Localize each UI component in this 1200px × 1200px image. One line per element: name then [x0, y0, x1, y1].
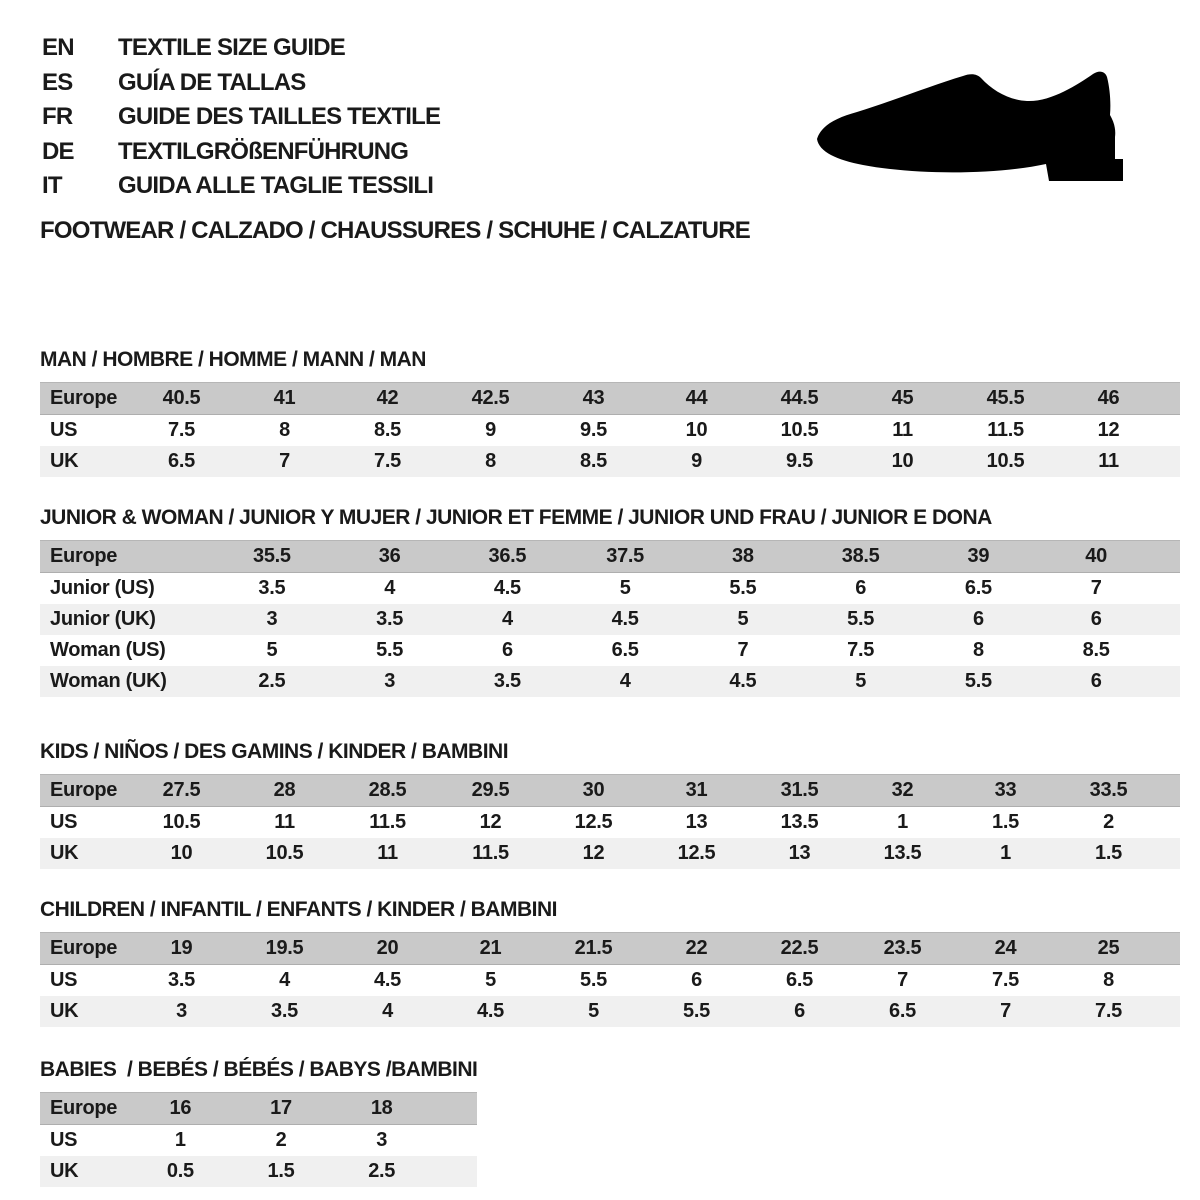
size-header-row [40, 1093, 477, 1125]
size-cell: 11 [336, 838, 439, 869]
guide-title-de: TEXTILGRÖßENFÜHRUNG [118, 137, 409, 165]
row-label: UK [40, 1156, 130, 1187]
table-title-man: MAN / HOMBRE / HOMME / MANN / MAN [40, 348, 426, 371]
size-cell: 5 [802, 666, 920, 697]
size-tables [40, 347, 1200, 1187]
filler-cell [1160, 446, 1180, 477]
size-cell: 41 [233, 383, 336, 415]
size-cell: 5 [542, 996, 645, 1027]
size-cell: 12 [479, 811, 502, 833]
size-cell: 3 [331, 666, 449, 697]
guide-title-it: GUIDA ALLE TAGLIE TESSILI [118, 172, 434, 200]
row-label: Europe [40, 541, 213, 573]
table-title-babies: BABIES / BEBÉS / BÉBÉS / BABYS /BAMBINI [40, 1058, 478, 1081]
size-cell: 4 [279, 969, 290, 991]
row-label: US [50, 969, 78, 991]
size-cell: 6 [691, 969, 702, 991]
size-cell: 46 [1057, 383, 1160, 415]
section-man [40, 347, 1200, 477]
size-cell: 4 [566, 666, 684, 697]
size-cell: 6 [1037, 666, 1155, 697]
size-cell: 1 [174, 1129, 186, 1151]
size-cell: 5 [619, 577, 631, 599]
size-cell: 8 [972, 639, 984, 661]
size-cell: 6.5 [964, 577, 992, 599]
size-cell: 12 [1097, 419, 1120, 441]
size-cell: 12.5 [645, 838, 748, 869]
size-cell: 44 [645, 383, 748, 415]
size-cell: 42 [336, 383, 439, 415]
language-row-fr [42, 100, 440, 135]
size-cell: 7.5 [168, 419, 195, 441]
size-cell: 5 [485, 969, 496, 991]
size-row [40, 838, 1180, 869]
size-header-row [40, 541, 1180, 573]
size-cell: 6 [855, 577, 867, 599]
filler-cell [1155, 573, 1180, 605]
size-cell: 4.5 [566, 604, 684, 635]
language-code: ES [42, 68, 73, 96]
size-cell: 1 [897, 811, 908, 833]
size-cell: 8 [1103, 969, 1114, 991]
row-label: Europe [40, 383, 130, 415]
size-cell: 10.5 [780, 419, 819, 441]
size-cell: 4 [384, 577, 396, 599]
size-row [40, 604, 1180, 635]
size-cell: 1 [954, 838, 1057, 869]
size-cell: 17 [231, 1093, 332, 1125]
size-header-row [40, 775, 1180, 807]
size-cell: 4 [336, 996, 439, 1027]
size-row [40, 1156, 477, 1187]
size-cell: 24 [954, 933, 1057, 965]
size-cell: 0.5 [130, 1156, 231, 1187]
row-label: UK [40, 996, 130, 1027]
guide-title-fr: GUIDE DES TAILLES TEXTILE [118, 103, 441, 131]
size-cell: 6 [1037, 604, 1155, 635]
size-cell: 6.5 [851, 996, 954, 1027]
size-cell: 19.5 [233, 933, 336, 965]
table-title-junior-woman: JUNIOR & WOMAN / JUNIOR Y MUJER / JUNIOR ET FEMME / JUNIOR UND FRAU / JUNIOR E DONA [40, 506, 992, 529]
row-label: Junior (UK) [40, 604, 213, 635]
size-cell: 4.5 [374, 969, 401, 991]
filler-cell [1160, 775, 1180, 807]
filler-cell [1155, 541, 1180, 573]
size-cell: 6 [920, 604, 1038, 635]
size-cell: 12.5 [574, 811, 613, 833]
size-cell: 7 [1090, 577, 1102, 599]
size-cell: 3 [213, 604, 331, 635]
size-cell: 39 [920, 541, 1038, 573]
size-cell: 11.5 [987, 419, 1024, 441]
size-cell: 28.5 [336, 775, 439, 807]
size-cell: 45 [851, 383, 954, 415]
size-table-junior-woman [40, 540, 1180, 697]
language-row-en [42, 31, 440, 66]
size-cell: 6 [748, 996, 851, 1027]
size-cell: 1.5 [992, 811, 1019, 833]
size-cell: 8 [439, 446, 542, 477]
filler-cell [1160, 933, 1180, 965]
filler-cell [1160, 996, 1180, 1027]
language-row-it [42, 169, 440, 204]
size-row [40, 666, 1180, 697]
size-cell: 7 [233, 446, 336, 477]
row-label: Junior (US) [50, 577, 155, 599]
size-cell: 3.5 [233, 996, 336, 1027]
section-kids [40, 739, 1200, 869]
size-cell: 16 [130, 1093, 231, 1125]
size-cell: 9 [485, 419, 496, 441]
size-cell: 2.5 [331, 1156, 432, 1187]
language-code: IT [42, 172, 62, 200]
size-cell: 36 [331, 541, 449, 573]
size-cell: 32 [851, 775, 954, 807]
filler-cell [1160, 838, 1180, 869]
filler-cell [1155, 635, 1180, 666]
size-cell: 44.5 [748, 383, 851, 415]
dress-shoe-icon [805, 66, 1145, 186]
size-cell: 21.5 [542, 933, 645, 965]
size-cell: 13 [748, 838, 851, 869]
row-label: UK [40, 446, 130, 477]
size-cell: 20 [336, 933, 439, 965]
size-cell: 40 [1037, 541, 1155, 573]
size-cell: 43 [542, 383, 645, 415]
row-label: US [50, 419, 78, 441]
size-cell: 3.5 [168, 969, 195, 991]
size-cell: 23.5 [851, 933, 954, 965]
guide-title-en: TEXTILE SIZE GUIDE [118, 34, 345, 62]
size-row [40, 996, 1180, 1027]
size-cell: 37.5 [566, 541, 684, 573]
size-table-man [40, 382, 1180, 477]
size-cell: 5.5 [729, 577, 757, 599]
size-cell: 6.5 [611, 639, 639, 661]
size-cell: 7 [737, 639, 749, 661]
size-cell: 9 [645, 446, 748, 477]
row-label: US [50, 1129, 78, 1151]
guide-title-es: GUÍA DE TALLAS [118, 68, 306, 96]
size-cell: 2.5 [213, 666, 331, 697]
size-cell: 4 [449, 604, 567, 635]
size-cell: 28 [233, 775, 336, 807]
filler-cell [1155, 604, 1180, 635]
size-cell: 40.5 [130, 383, 233, 415]
size-cell: 25 [1057, 933, 1160, 965]
filler-cell [1160, 965, 1180, 997]
filler-cell [1160, 383, 1180, 415]
size-cell: 8.5 [1082, 639, 1110, 661]
size-cell: 7.5 [992, 969, 1019, 991]
size-cell: 11 [1057, 446, 1160, 477]
size-cell: 4.5 [439, 996, 542, 1027]
filler-cell [1160, 415, 1180, 447]
row-label: Europe [40, 775, 130, 807]
size-cell: 36.5 [449, 541, 567, 573]
size-cell: 3 [376, 1129, 388, 1151]
size-cell: 38 [684, 541, 802, 573]
row-label: Europe [40, 1093, 130, 1125]
size-cell: 11.5 [439, 838, 542, 869]
table-title-kids: KIDS / NIÑOS / DES GAMINS / KINDER / BAMBINI [40, 740, 509, 763]
size-cell: 10 [851, 446, 954, 477]
size-row [40, 446, 1180, 477]
language-code: DE [42, 137, 74, 165]
size-cell: 1.5 [231, 1156, 332, 1187]
size-cell: 7 [897, 969, 908, 991]
size-cell: 3 [130, 996, 233, 1027]
size-cell: 13.5 [851, 838, 954, 869]
size-cell: 13.5 [780, 811, 819, 833]
size-cell: 2 [275, 1129, 287, 1151]
size-cell: 12 [542, 838, 645, 869]
size-cell: 5.5 [802, 604, 920, 635]
section-babies [40, 1057, 1200, 1187]
size-cell: 5.5 [645, 996, 748, 1027]
size-cell: 5 [684, 604, 802, 635]
language-code: EN [42, 34, 74, 62]
language-row-es [42, 66, 440, 101]
size-cell: 8.5 [374, 419, 401, 441]
size-row [40, 1125, 477, 1157]
row-label: Woman (UK) [40, 666, 213, 697]
size-cell: 7.5 [847, 639, 875, 661]
size-table-children [40, 932, 1180, 1027]
filler-cell [432, 1093, 477, 1125]
section-junior-woman [40, 505, 1200, 697]
filler-cell [432, 1156, 477, 1187]
size-row [40, 415, 1180, 447]
size-cell: 7 [954, 996, 1057, 1027]
size-cell: 8.5 [542, 446, 645, 477]
size-cell: 33 [954, 775, 1057, 807]
size-header-row [40, 383, 1180, 415]
size-cell: 11 [274, 811, 295, 833]
size-cell: 4.5 [493, 577, 521, 599]
size-cell: 13 [685, 811, 708, 833]
size-cell: 10 [685, 419, 708, 441]
language-code: FR [42, 103, 73, 131]
size-cell: 10.5 [954, 446, 1057, 477]
row-label: UK [40, 838, 130, 869]
size-cell: 3.5 [331, 604, 449, 635]
size-cell: 6 [501, 639, 513, 661]
size-cell: 1.5 [1057, 838, 1160, 869]
size-cell: 22 [645, 933, 748, 965]
category-title: FOOTWEAR / CALZADO / CHAUSSURES / SCHUHE / CALZATURE [40, 217, 750, 244]
size-cell: 3.5 [258, 577, 286, 599]
size-cell: 31.5 [748, 775, 851, 807]
size-cell: 6.5 [130, 446, 233, 477]
size-row [40, 635, 1180, 666]
size-cell: 5 [266, 639, 278, 661]
row-label: US [50, 811, 78, 833]
size-cell: 22.5 [748, 933, 851, 965]
size-cell: 7.5 [1057, 996, 1160, 1027]
size-table-babies [40, 1092, 477, 1187]
size-cell: 8 [279, 419, 290, 441]
size-cell: 21 [439, 933, 542, 965]
size-cell: 5.5 [376, 639, 404, 661]
row-label: Woman (US) [50, 639, 166, 661]
size-cell: 5.5 [580, 969, 607, 991]
table-title-children: CHILDREN / INFANTIL / ENFANTS / KINDER / BAMBINI [40, 898, 557, 921]
size-cell: 3.5 [449, 666, 567, 697]
size-cell: 45.5 [954, 383, 1057, 415]
size-header-row [40, 933, 1180, 965]
size-cell: 19 [130, 933, 233, 965]
size-cell: 2 [1103, 811, 1114, 833]
filler-cell [1155, 666, 1180, 697]
size-cell: 7.5 [336, 446, 439, 477]
size-cell: 9.5 [748, 446, 851, 477]
size-cell: 4.5 [684, 666, 802, 697]
row-label: Europe [40, 933, 130, 965]
size-cell: 11 [892, 419, 913, 441]
language-title-list [42, 31, 440, 204]
size-cell: 11.5 [369, 811, 406, 833]
size-cell: 35.5 [213, 541, 331, 573]
size-cell: 10.5 [162, 811, 201, 833]
size-cell: 10.5 [233, 838, 336, 869]
size-table-kids [40, 774, 1180, 869]
size-row [40, 965, 1180, 997]
filler-cell [432, 1125, 477, 1157]
size-cell: 5.5 [920, 666, 1038, 697]
section-children [40, 897, 1200, 1027]
size-cell: 31 [645, 775, 748, 807]
language-row-de [42, 135, 440, 170]
size-cell: 27.5 [130, 775, 233, 807]
size-row [40, 807, 1180, 839]
size-cell: 30 [542, 775, 645, 807]
size-cell: 10 [130, 838, 233, 869]
size-cell: 18 [331, 1093, 432, 1125]
size-cell: 6.5 [786, 969, 813, 991]
size-cell: 29.5 [439, 775, 542, 807]
filler-cell [1160, 807, 1180, 839]
size-cell: 33.5 [1057, 775, 1160, 807]
size-cell: 38.5 [802, 541, 920, 573]
size-cell: 42.5 [439, 383, 542, 415]
size-cell: 9.5 [580, 419, 607, 441]
size-row [40, 573, 1180, 605]
